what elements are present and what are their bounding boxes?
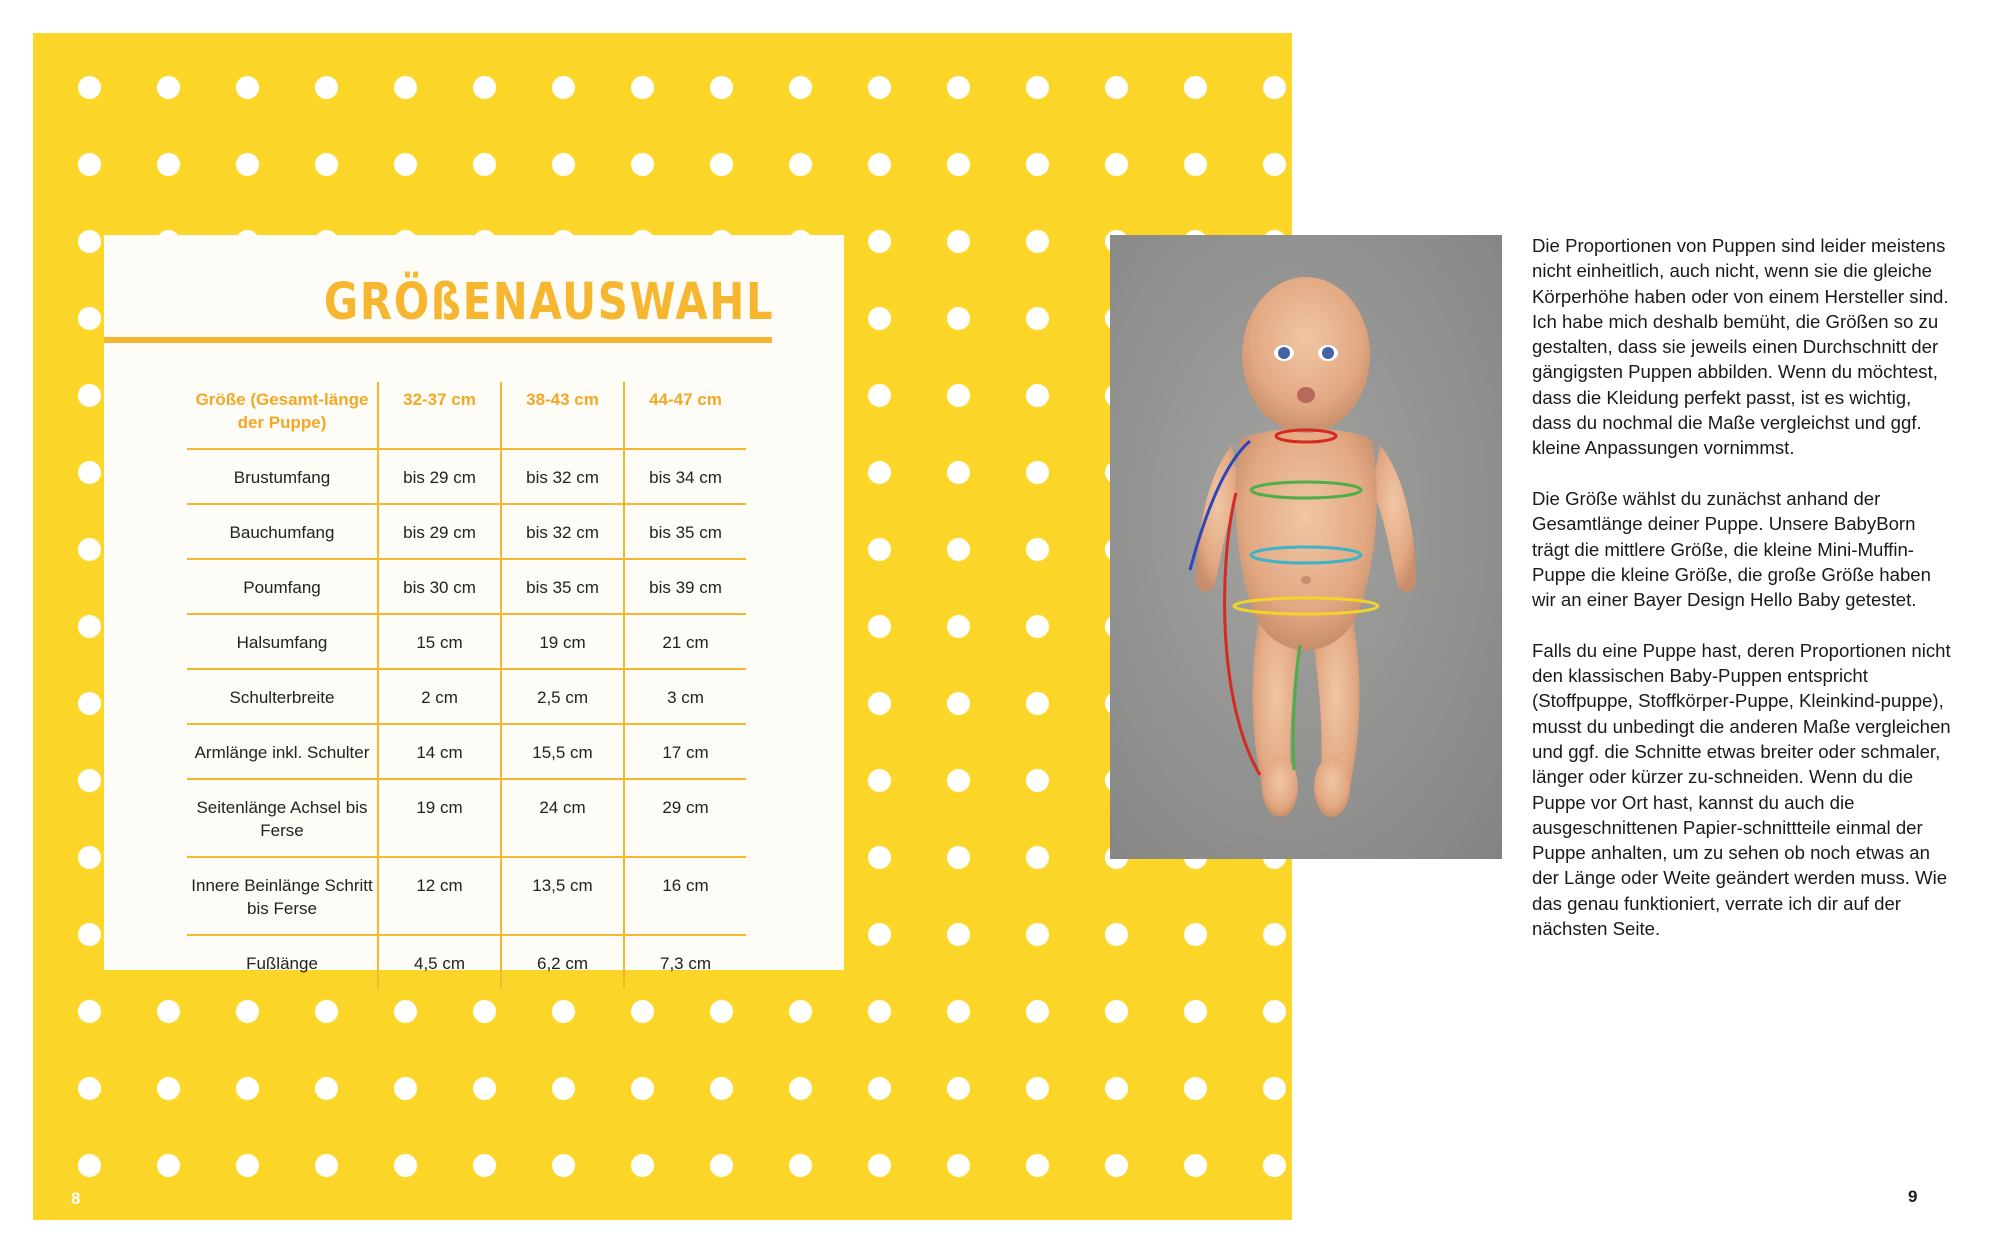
page-title: GRÖßENAUSWAHL bbox=[323, 273, 774, 332]
table-cell: bis 29 cm bbox=[378, 504, 501, 559]
table-cell: 19 cm bbox=[501, 614, 624, 669]
table-cell: 21 cm bbox=[624, 614, 746, 669]
table-header-row bbox=[187, 382, 746, 449]
measure-label: Innere Beinlänge Schritt bis Ferse bbox=[187, 857, 378, 935]
table-cell: bis 30 cm bbox=[378, 559, 501, 614]
page-number-left: 8 bbox=[71, 1189, 81, 1208]
table-cell: 14 cm bbox=[378, 724, 501, 779]
table-cell: bis 35 cm bbox=[624, 504, 746, 559]
measure-label: Schulterbreite bbox=[187, 669, 378, 724]
measure-label: Seitenlänge Achsel bis Ferse bbox=[187, 779, 378, 857]
table-row bbox=[187, 857, 746, 935]
table-cell: 13,5 cm bbox=[501, 857, 624, 935]
size-chart-card bbox=[104, 235, 844, 973]
table-cell: 17 cm bbox=[624, 724, 746, 779]
table-cell: bis 32 cm bbox=[501, 504, 624, 559]
size-table bbox=[187, 382, 746, 989]
table-cell: bis 39 cm bbox=[624, 559, 746, 614]
table-row bbox=[187, 779, 746, 857]
table-cell: 12 cm bbox=[378, 857, 501, 935]
header-cell: 32-37 cm bbox=[378, 382, 501, 449]
measure-label: Fußlänge bbox=[187, 935, 378, 989]
table-cell: 2 cm bbox=[378, 669, 501, 724]
table-cell: 15 cm bbox=[378, 614, 501, 669]
table-cell: bis 32 cm bbox=[501, 449, 624, 504]
paragraph: Falls du eine Puppe hast, deren Proportionen nicht den klassischen Baby-Puppen entspricht (Stoffpuppe, Stoffkörper-Puppe, Kleinkind-puppe), musst du unbedingt die anderen Maße vergleichen und ggf. die Schnitte etwas breiter oder schmaler, länger oder kürzer zu-schneiden. Wenn du die Puppe vor Ort hast, kannst du auch die ausgeschnittenen Papier-schnittteile einmal der Puppe anhalten, um zu sehen ob noch etwas an der Länge oder Weite geändert werden muss. Wie das genau funktioniert, verrate ich dir auf der nächsten Seite. bbox=[1532, 639, 1951, 940]
doll-illustration bbox=[1110, 235, 1502, 859]
measure-label: Brustumfang bbox=[187, 449, 378, 504]
table-cell: 2,5 cm bbox=[501, 669, 624, 724]
table-row bbox=[187, 559, 746, 614]
table-cell: bis 34 cm bbox=[624, 449, 746, 504]
table-row bbox=[187, 724, 746, 779]
measure-label: Poumfang bbox=[187, 559, 378, 614]
table-cell: 19 cm bbox=[378, 779, 501, 857]
doll-photo bbox=[1110, 235, 1502, 859]
table-cell: bis 35 cm bbox=[501, 559, 624, 614]
doll-left-iris bbox=[1278, 347, 1290, 359]
table-cell: 3 cm bbox=[624, 669, 746, 724]
header-cell: Größe (Gesamt-länge der Puppe) bbox=[187, 382, 378, 449]
table-cell: 24 cm bbox=[501, 779, 624, 857]
doll-left-arm bbox=[1196, 445, 1240, 592]
header-cell: 38-43 cm bbox=[501, 382, 624, 449]
doll-right-foot bbox=[1314, 757, 1350, 817]
table-row bbox=[187, 935, 746, 989]
page-number-right: 9 bbox=[1908, 1187, 1918, 1206]
body-text bbox=[1532, 233, 1952, 967]
doll-head bbox=[1242, 277, 1370, 433]
table-cell: 29 cm bbox=[624, 779, 746, 857]
measure-label: Bauchumfang bbox=[187, 504, 378, 559]
doll-right-iris bbox=[1322, 347, 1334, 359]
paragraph: Die Größe wählst du zunächst anhand der Gesamtlänge deiner Puppe. Unsere BabyBorn trägt die mittlere Größe, die kleine Mini-Muffin-Puppe die kleine Größe, die große Größe haben wir an einer Bayer Design Hello Baby getestet. bbox=[1532, 487, 1931, 611]
table-cell: 7,3 cm bbox=[659, 954, 712, 973]
table-cell: 15,5 cm bbox=[501, 724, 624, 779]
title-underline bbox=[104, 337, 772, 343]
table-row bbox=[187, 614, 746, 669]
table-cell: 16 cm bbox=[624, 857, 746, 935]
table-cell: 6,2 cm bbox=[501, 935, 624, 989]
doll-torso bbox=[1235, 429, 1376, 650]
table-cell: bis 29 cm bbox=[378, 449, 501, 504]
header-cell: 44-47 cm bbox=[624, 382, 746, 449]
paragraph: Die Proportionen von Puppen sind leider meistens nicht einheitlich, auch nicht, wenn sie die gleiche Körperhöhe haben oder von einem Hersteller sind. Ich habe mich deshalb bemüht, die Größen so zu gestalten, dass sie jeweils einen Durchschnitt der gängigsten Puppen abbilden. Wenn du möchtest, dass die Kleidung perfekt passt, ist es wichtig, dass du nochmal die Maße vergleichst und ggf. kleine Anpassungen vornimmst. bbox=[1532, 235, 1949, 459]
table-row bbox=[187, 504, 746, 559]
doll-mouth bbox=[1297, 387, 1315, 403]
measure-label: Halsumfang bbox=[187, 614, 378, 669]
measure-label: Armlänge inkl. Schulter bbox=[187, 724, 378, 779]
doll-right-arm bbox=[1372, 445, 1416, 592]
doll-navel bbox=[1301, 576, 1311, 584]
table-row bbox=[187, 669, 746, 724]
table-cell: 4,5 cm bbox=[378, 935, 501, 989]
table-row bbox=[187, 449, 746, 504]
